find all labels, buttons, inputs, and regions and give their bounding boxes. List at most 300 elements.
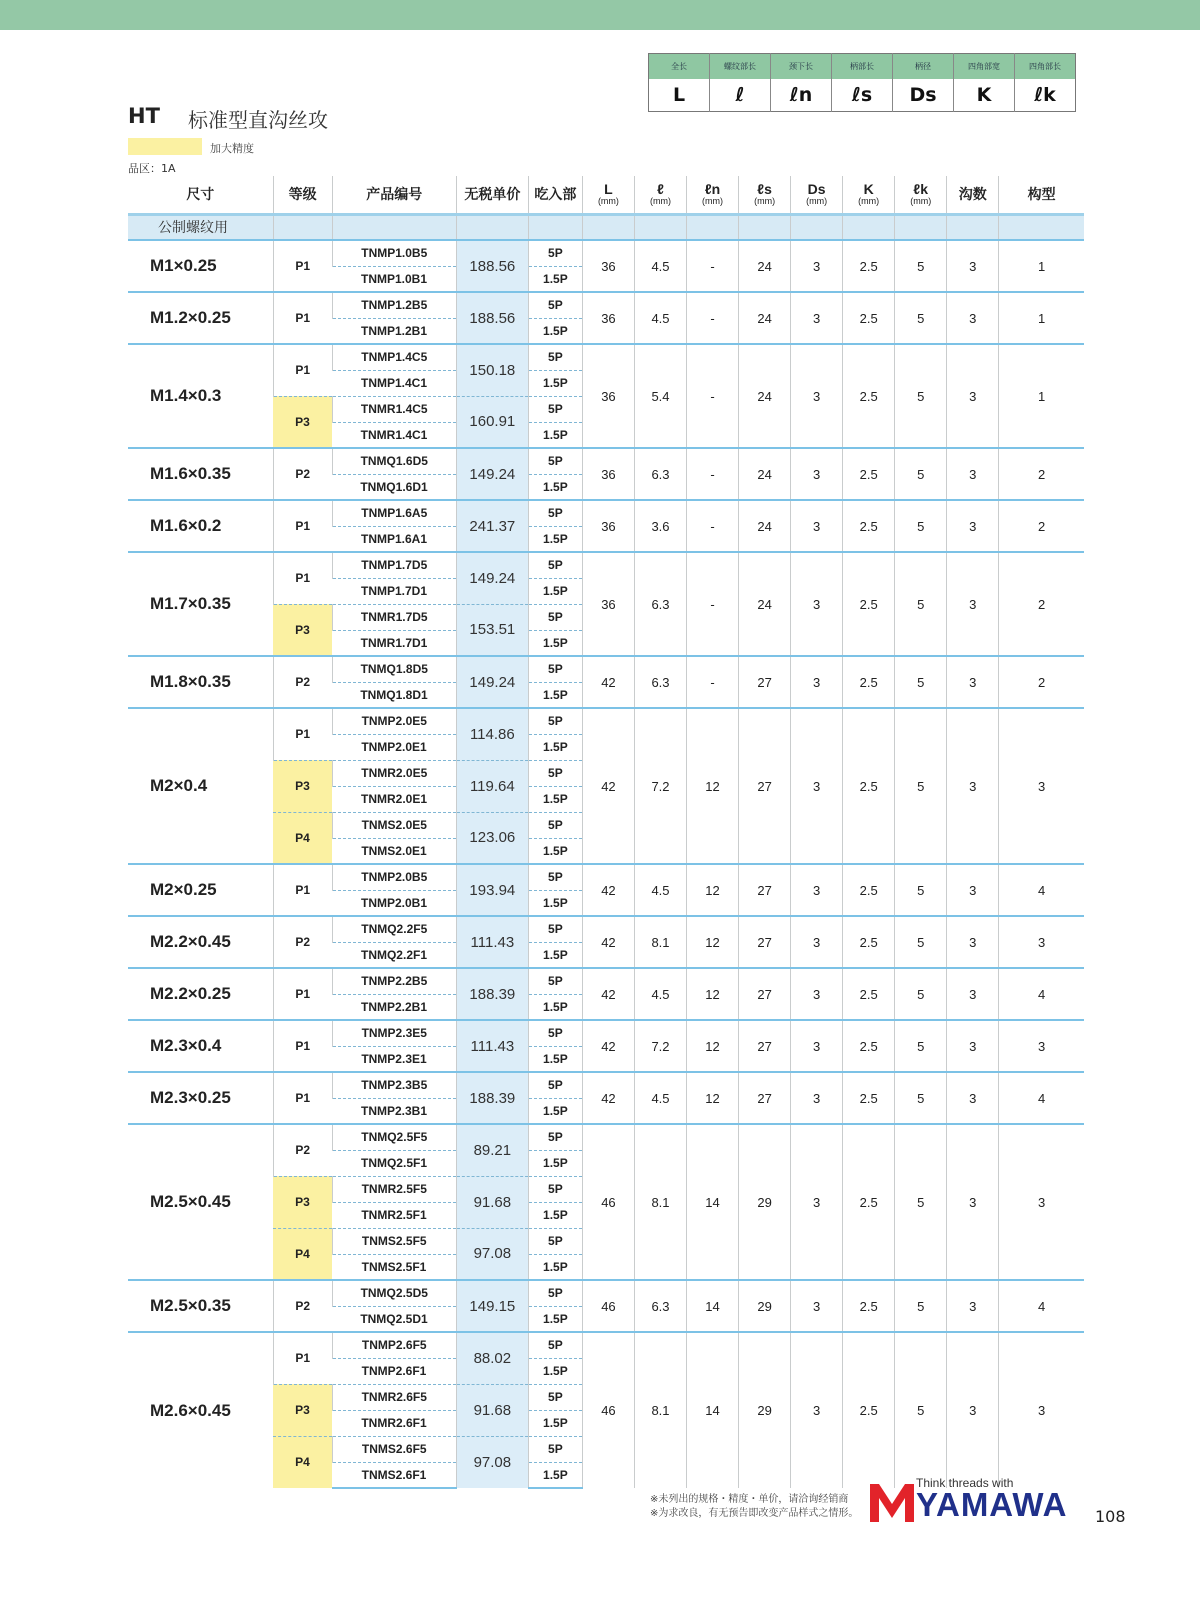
entry-cell: 1.5P (528, 942, 582, 968)
dimension-cell-ls: 24 (739, 500, 791, 552)
dimension-cell-Ds: 3 (791, 292, 843, 344)
dimension-cell-type: 2 (999, 656, 1084, 708)
product-code-cell: TNMP2.6F5 (332, 1332, 456, 1358)
dimension-cell-lk: 5 (895, 1124, 947, 1280)
size-cell: M2.3×0.4 (128, 1020, 273, 1072)
column-header-unit: (mm) (649, 195, 671, 206)
column-header-unit: (mm) (702, 195, 724, 206)
dimension-cell-type: 4 (999, 1280, 1084, 1332)
entry-cell: 5P (528, 552, 582, 578)
product-code-cell: TNMS2.6F1 (332, 1462, 456, 1488)
legend-label: 柄径 (893, 54, 954, 79)
entry-cell: 5P (528, 448, 582, 474)
product-code-cell: TNMP1.6A1 (332, 526, 456, 552)
product-code-cell: TNMP2.3E5 (332, 1020, 456, 1046)
dimension-cell-Ds: 3 (791, 916, 843, 968)
grade-cell: P2 (273, 916, 332, 968)
product-code-cell: TNMP2.2B1 (332, 994, 456, 1020)
dimension-cell-type: 2 (999, 500, 1084, 552)
column-header (634, 176, 686, 214)
product-code-cell: TNMP2.3B5 (332, 1072, 456, 1098)
grade-cell: P3 (273, 1384, 332, 1436)
product-code-cell: TNMP1.2B1 (332, 318, 456, 344)
grade-cell: P1 (273, 552, 332, 604)
dimension-cell-lk: 5 (895, 240, 947, 292)
dimension-cell-ln: 14 (687, 1124, 739, 1280)
category-filler (791, 214, 843, 240)
dimension-cell-Ds: 3 (791, 552, 843, 656)
dimension-cell-flutes: 3 (947, 1020, 999, 1072)
entry-cell: 5P (528, 500, 582, 526)
category-filler (332, 214, 456, 240)
table-row (128, 1124, 1084, 1150)
product-code-cell: TNMP1.4C1 (332, 370, 456, 396)
table-row (128, 708, 1084, 734)
dimension-cell-ln: - (687, 500, 739, 552)
entry-cell: 1.5P (528, 422, 582, 448)
column-header (687, 176, 739, 214)
dimension-cell-K: 2.5 (843, 552, 895, 656)
entry-cell: 1.5P (528, 734, 582, 760)
price-cell: 153.51 (456, 604, 528, 656)
dimension-cell-ln: 12 (687, 916, 739, 968)
product-code-cell: TNMQ2.2F5 (332, 916, 456, 942)
dimension-cell-Ds: 3 (791, 656, 843, 708)
table-row (128, 968, 1084, 994)
entry-cell: 1.5P (528, 994, 582, 1020)
column-header (999, 176, 1084, 214)
grade-cell: P1 (273, 500, 332, 552)
price-cell: 188.39 (456, 1072, 528, 1124)
product-code-cell: TNMP1.6A5 (332, 500, 456, 526)
dimension-cell-L: 36 (582, 344, 634, 448)
spec-table (128, 176, 1084, 1489)
column-header (273, 176, 332, 214)
dimension-cell-flutes: 3 (947, 916, 999, 968)
grade-note: 品区：1A (128, 162, 176, 175)
dimension-cell-ln: - (687, 344, 739, 448)
column-header-label: ℓn (704, 181, 721, 198)
product-code-cell: TNMP2.6F1 (332, 1358, 456, 1384)
dimension-cell-flutes: 3 (947, 1332, 999, 1488)
legend-symbol: ℓk (1015, 79, 1076, 112)
column-header-label: 尺寸 (186, 185, 215, 202)
grade-cell: P4 (273, 812, 332, 864)
dimension-cell-K: 2.5 (843, 708, 895, 864)
dimension-cell-K: 2.5 (843, 344, 895, 448)
entry-cell: 5P (528, 1072, 582, 1098)
dimension-cell-type: 2 (999, 448, 1084, 500)
product-code-cell: TNMQ1.8D1 (332, 682, 456, 708)
entry-cell: 5P (528, 812, 582, 838)
dimension-cell-flutes: 3 (947, 968, 999, 1020)
legend-label: 柄部长 (832, 54, 893, 79)
category-filler (273, 214, 332, 240)
grade-cell: P4 (273, 1436, 332, 1488)
legend-label: 四角部宽 (954, 54, 1015, 79)
category-filler (895, 214, 947, 240)
product-code-cell: TNMQ1.6D5 (332, 448, 456, 474)
dimension-cell-K: 2.5 (843, 1124, 895, 1280)
dimension-cell-ln: - (687, 448, 739, 500)
dimension-cell-ln: 12 (687, 1020, 739, 1072)
entry-cell: 5P (528, 656, 582, 682)
dimension-cell-K: 2.5 (843, 1280, 895, 1332)
dimension-cell-Ds: 3 (791, 500, 843, 552)
brand-tagline: Think threads with (916, 1476, 1014, 1490)
page-title: 标准型直沟丝攻 (188, 108, 328, 132)
dimension-cell-L: 42 (582, 916, 634, 968)
dimension-cell-ln: 12 (687, 1072, 739, 1124)
column-header-unit: (mm) (754, 195, 776, 206)
dimension-cell-l: 7.2 (634, 1020, 686, 1072)
table-row (128, 292, 1084, 318)
column-header-label: 无税单价 (464, 185, 521, 202)
grade-cell: P2 (273, 1280, 332, 1332)
dimension-cell-ln: - (687, 552, 739, 656)
category-filler (582, 214, 634, 240)
dimension-cell-lk: 5 (895, 864, 947, 916)
entry-cell: 1.5P (528, 266, 582, 292)
dimension-cell-L: 42 (582, 1072, 634, 1124)
product-code-cell: TNMP2.0B1 (332, 890, 456, 916)
dimension-cell-Ds: 3 (791, 864, 843, 916)
entry-cell: 5P (528, 1020, 582, 1046)
highlight-swatch-label: 加大精度 (210, 142, 254, 155)
product-code-cell: TNMS2.0E1 (332, 838, 456, 864)
dimension-cell-flutes: 3 (947, 552, 999, 656)
entry-cell: 1.5P (528, 370, 582, 396)
category-filler (739, 214, 791, 240)
dimension-cell-K: 2.5 (843, 448, 895, 500)
product-code-cell: TNMP1.7D5 (332, 552, 456, 578)
size-cell: M1×0.25 (128, 240, 273, 292)
dimension-cell-K: 2.5 (843, 292, 895, 344)
price-cell: 188.39 (456, 968, 528, 1020)
dimension-cell-Ds: 3 (791, 1332, 843, 1488)
column-header-label: L (604, 181, 613, 198)
product-code-cell: TNMR1.7D1 (332, 630, 456, 656)
dimension-cell-ln: 14 (687, 1332, 739, 1488)
dimension-cell-lk: 5 (895, 1280, 947, 1332)
dimension-cell-K: 2.5 (843, 656, 895, 708)
dimension-cell-ls: 27 (739, 656, 791, 708)
dimension-cell-type: 3 (999, 1124, 1084, 1280)
grade-cell: P2 (273, 448, 332, 500)
dimension-cell-K: 2.5 (843, 1020, 895, 1072)
price-cell: 188.56 (456, 240, 528, 292)
grade-cell: P3 (273, 604, 332, 656)
dimension-cell-L: 46 (582, 1124, 634, 1280)
product-code-cell: TNMS2.5F1 (332, 1254, 456, 1280)
dimension-cell-type: 4 (999, 1072, 1084, 1124)
product-code-cell: TNMQ2.2F1 (332, 942, 456, 968)
price-cell: 97.08 (456, 1436, 528, 1488)
category-filler (687, 214, 739, 240)
dimension-cell-L: 36 (582, 240, 634, 292)
entry-cell: 5P (528, 396, 582, 422)
entry-cell: 5P (528, 344, 582, 370)
column-header-label: 构型 (1027, 185, 1056, 202)
dimension-cell-lk: 5 (895, 344, 947, 448)
dimension-cell-type: 3 (999, 708, 1084, 864)
dimension-cell-l: 8.1 (634, 916, 686, 968)
dimension-cell-Ds: 3 (791, 1020, 843, 1072)
entry-cell: 1.5P (528, 630, 582, 656)
dimension-cell-ln: - (687, 292, 739, 344)
table-row (128, 500, 1084, 526)
product-code-cell: TNMQ1.6D1 (332, 474, 456, 500)
table-row (128, 448, 1084, 474)
dimension-cell-ls: 27 (739, 968, 791, 1020)
size-cell: M2.6×0.45 (128, 1332, 273, 1488)
grade-cell: P1 (273, 1332, 332, 1384)
column-header (791, 176, 843, 214)
price-cell: 149.15 (456, 1280, 528, 1332)
table-row (128, 656, 1084, 682)
entry-cell: 1.5P (528, 578, 582, 604)
product-code-cell: TNMR2.5F1 (332, 1202, 456, 1228)
dimension-cell-l: 6.3 (634, 1280, 686, 1332)
price-cell: 89.21 (456, 1124, 528, 1176)
column-header-label: ℓs (757, 181, 772, 198)
legend-label: 全长 (649, 54, 710, 79)
price-cell: 123.06 (456, 812, 528, 864)
table-row (128, 1332, 1084, 1358)
table-row (128, 916, 1084, 942)
category-filler (999, 214, 1084, 240)
dimension-cell-ln: - (687, 656, 739, 708)
dimension-cell-L: 42 (582, 968, 634, 1020)
dimension-cell-Ds: 3 (791, 448, 843, 500)
dimension-cell-ls: 29 (739, 1124, 791, 1280)
price-cell: 193.94 (456, 864, 528, 916)
product-code-cell: TNMS2.5F5 (332, 1228, 456, 1254)
entry-cell: 5P (528, 760, 582, 786)
dimension-cell-Ds: 3 (791, 1072, 843, 1124)
table-row (128, 344, 1084, 370)
dimension-cell-type: 4 (999, 864, 1084, 916)
table-row (128, 1020, 1084, 1046)
dimension-cell-K: 2.5 (843, 240, 895, 292)
entry-cell: 5P (528, 864, 582, 890)
column-header (456, 176, 528, 214)
entry-cell: 1.5P (528, 1150, 582, 1176)
entry-cell: 1.5P (528, 1462, 582, 1488)
entry-cell: 1.5P (528, 1202, 582, 1228)
dimension-cell-Ds: 3 (791, 344, 843, 448)
size-cell: M1.6×0.2 (128, 500, 273, 552)
dimension-cell-ls: 24 (739, 552, 791, 656)
price-cell: 119.64 (456, 760, 528, 812)
size-cell: M2.3×0.25 (128, 1072, 273, 1124)
size-cell: M1.6×0.35 (128, 448, 273, 500)
size-cell: M2.2×0.25 (128, 968, 273, 1020)
dimension-cell-flutes: 3 (947, 708, 999, 864)
size-cell: M1.4×0.3 (128, 344, 273, 448)
dimension-cell-l: 4.5 (634, 292, 686, 344)
top-color-bar (0, 0, 1200, 30)
product-code-cell: TNMQ2.5D1 (332, 1306, 456, 1332)
column-header (739, 176, 791, 214)
grade-cell: P3 (273, 1176, 332, 1228)
grade-cell: P1 (273, 864, 332, 916)
dimension-cell-ls: 29 (739, 1332, 791, 1488)
dimension-cell-lk: 5 (895, 656, 947, 708)
legend-symbol: ℓ (710, 79, 771, 112)
product-code-cell: TNMP1.4C5 (332, 344, 456, 370)
product-code-cell: TNMP2.3E1 (332, 1046, 456, 1072)
entry-cell: 5P (528, 1436, 582, 1462)
dimension-cell-ls: 27 (739, 1072, 791, 1124)
grade-cell: P1 (273, 708, 332, 760)
dimension-cell-l: 8.1 (634, 1332, 686, 1488)
legend-label: 螺纹部长 (710, 54, 771, 79)
dimension-cell-K: 2.5 (843, 916, 895, 968)
dimension-cell-L: 36 (582, 292, 634, 344)
grade-cell: P3 (273, 760, 332, 812)
grade-cell: P1 (273, 1072, 332, 1124)
product-code-cell: TNMR2.0E5 (332, 760, 456, 786)
entry-cell: 1.5P (528, 526, 582, 552)
grade-cell: P1 (273, 968, 332, 1020)
dimension-cell-type: 2 (999, 552, 1084, 656)
legend-symbol: ℓn (771, 79, 832, 112)
dimension-cell-L: 46 (582, 1332, 634, 1488)
dimension-cell-L: 42 (582, 708, 634, 864)
dimension-cell-ls: 24 (739, 292, 791, 344)
entry-cell: 5P (528, 1176, 582, 1202)
category-filler (843, 214, 895, 240)
dimension-cell-L: 42 (582, 656, 634, 708)
dimension-cell-lk: 5 (895, 292, 947, 344)
price-cell: 188.56 (456, 292, 528, 344)
grade-cell: P1 (273, 240, 332, 292)
dimension-cell-lk: 5 (895, 916, 947, 968)
entry-cell: 1.5P (528, 1254, 582, 1280)
category-filler (947, 214, 999, 240)
price-cell: 91.68 (456, 1176, 528, 1228)
dimension-cell-K: 2.5 (843, 968, 895, 1020)
dimension-legend (648, 53, 1076, 112)
entry-cell: 5P (528, 1332, 582, 1358)
dimension-cell-lk: 5 (895, 448, 947, 500)
price-cell: 160.91 (456, 396, 528, 448)
dimension-cell-lk: 5 (895, 708, 947, 864)
dimension-cell-flutes: 3 (947, 240, 999, 292)
product-code-cell: TNMQ2.5D5 (332, 1280, 456, 1306)
product-code-cell: TNMP2.0B5 (332, 864, 456, 890)
price-cell: 150.18 (456, 344, 528, 396)
size-cell: M2.2×0.45 (128, 916, 273, 968)
dimension-cell-flutes: 3 (947, 1280, 999, 1332)
dimension-cell-lk: 5 (895, 1020, 947, 1072)
dimension-cell-l: 4.5 (634, 1072, 686, 1124)
product-code-cell: TNMS2.6F5 (332, 1436, 456, 1462)
entry-cell: 1.5P (528, 1306, 582, 1332)
entry-cell: 5P (528, 1384, 582, 1410)
dimension-cell-type: 3 (999, 916, 1084, 968)
dimension-cell-l: 8.1 (634, 1124, 686, 1280)
legend-label: 四角部长 (1015, 54, 1076, 79)
dimension-cell-L: 36 (582, 552, 634, 656)
product-code-cell: TNMS2.0E5 (332, 812, 456, 838)
category-row (128, 214, 1084, 240)
dimension-cell-lk: 5 (895, 968, 947, 1020)
footer-notes (650, 1493, 858, 1521)
dimension-cell-L: 42 (582, 864, 634, 916)
dimension-cell-type: 4 (999, 968, 1084, 1020)
dimension-cell-L: 36 (582, 500, 634, 552)
dimension-cell-flutes: 3 (947, 1124, 999, 1280)
dimension-cell-l: 3.6 (634, 500, 686, 552)
grade-cell: P1 (273, 292, 332, 344)
entry-cell: 5P (528, 240, 582, 266)
entry-cell: 5P (528, 1124, 582, 1150)
dimension-cell-flutes: 3 (947, 500, 999, 552)
product-code-cell: TNMP2.0E1 (332, 734, 456, 760)
dimension-cell-Ds: 3 (791, 1124, 843, 1280)
table-row (128, 240, 1084, 266)
dimension-cell-flutes: 3 (947, 292, 999, 344)
product-code-cell: TNMR2.5F5 (332, 1176, 456, 1202)
legend-symbol: K (954, 79, 1015, 112)
dimension-cell-ls: 29 (739, 1280, 791, 1332)
price-cell: 149.24 (456, 552, 528, 604)
dimension-cell-L: 46 (582, 1280, 634, 1332)
dimension-cell-l: 6.3 (634, 552, 686, 656)
product-code-cell: TNMP1.2B5 (332, 292, 456, 318)
entry-cell: 1.5P (528, 1098, 582, 1124)
price-cell: 241.37 (456, 500, 528, 552)
product-code-cell: TNMQ2.5F5 (332, 1124, 456, 1150)
dimension-cell-l: 4.5 (634, 864, 686, 916)
product-code-cell: TNMP1.0B1 (332, 266, 456, 292)
product-code-cell: TNMR2.6F1 (332, 1410, 456, 1436)
dimension-cell-K: 2.5 (843, 500, 895, 552)
dimension-cell-type: 1 (999, 240, 1084, 292)
product-code-cell: TNMR2.0E1 (332, 786, 456, 812)
dimension-cell-L: 36 (582, 448, 634, 500)
dimension-cell-K: 2.5 (843, 1072, 895, 1124)
table-row (128, 1072, 1084, 1098)
product-code-cell: TNMP1.0B5 (332, 240, 456, 266)
column-header-unit: (mm) (858, 195, 880, 206)
dimension-cell-lk: 5 (895, 1072, 947, 1124)
dimension-cell-type: 1 (999, 344, 1084, 448)
column-header-unit: (mm) (910, 195, 932, 206)
grade-cell: P1 (273, 1020, 332, 1072)
footer-note: ※未列出的规格・精度・单价，请洽询经销商 (650, 1494, 849, 1505)
entry-cell: 1.5P (528, 786, 582, 812)
grade-cell: P4 (273, 1228, 332, 1280)
entry-cell: 5P (528, 1228, 582, 1254)
price-cell: 91.68 (456, 1384, 528, 1436)
entry-cell: 5P (528, 292, 582, 318)
legend-symbol: ℓs (832, 79, 893, 112)
dimension-cell-l: 6.3 (634, 448, 686, 500)
table-row (128, 1280, 1084, 1306)
column-header-label: ℓ (657, 181, 664, 198)
product-code-cell: TNMR2.6F5 (332, 1384, 456, 1410)
column-header-label: 吃入部 (534, 185, 577, 202)
size-cell: M2.5×0.45 (128, 1124, 273, 1280)
column-header-label: 沟数 (958, 185, 987, 202)
entry-cell: 1.5P (528, 474, 582, 500)
dimension-cell-ls: 24 (739, 448, 791, 500)
dimension-cell-l: 4.5 (634, 968, 686, 1020)
column-header-unit: (mm) (597, 195, 619, 206)
